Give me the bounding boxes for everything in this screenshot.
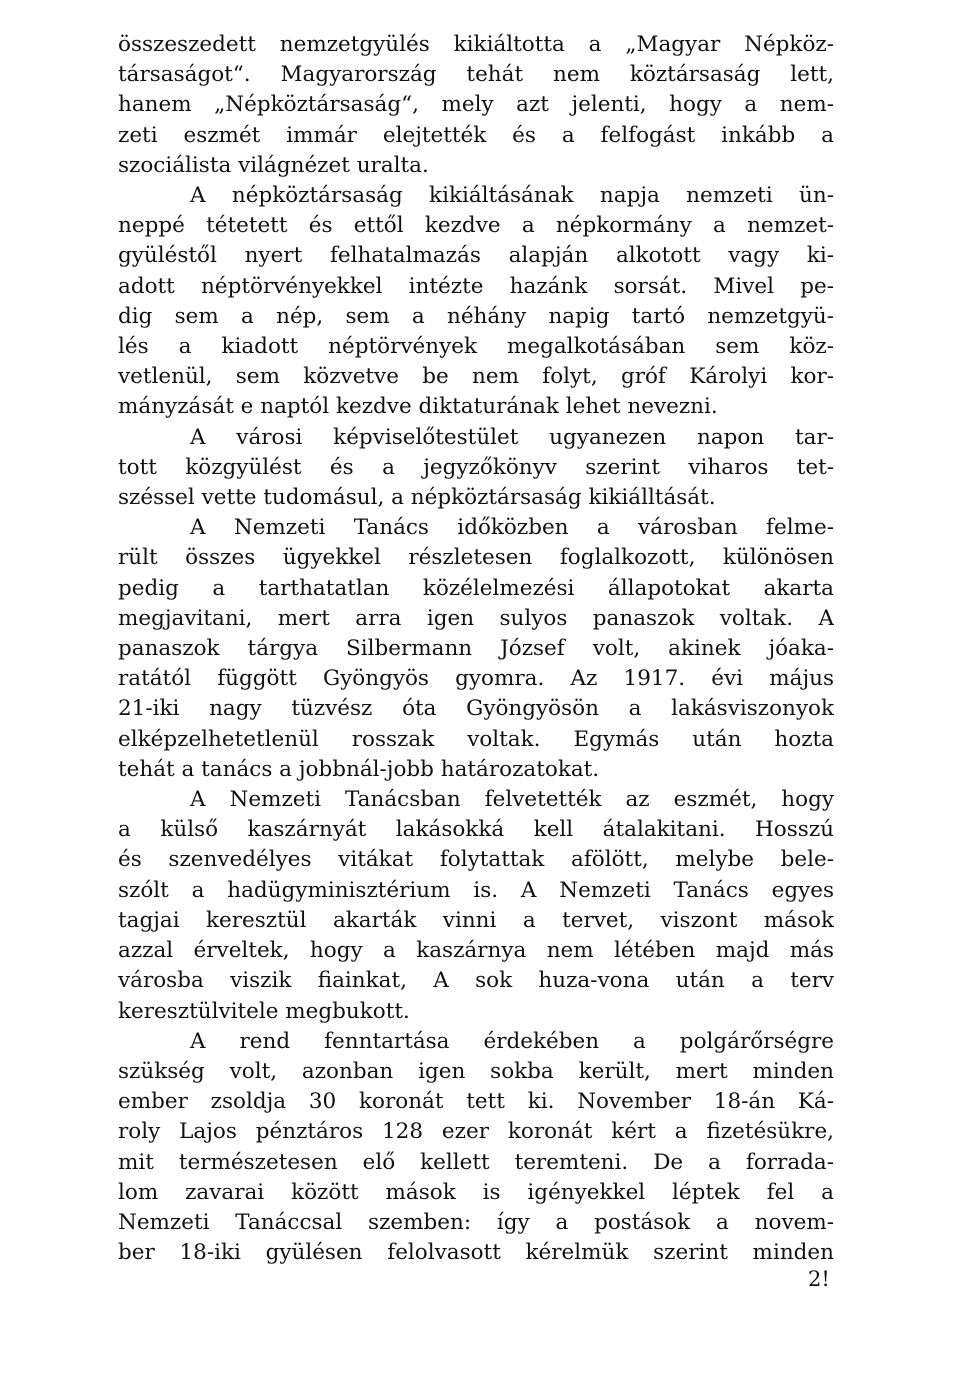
text-line: dig sem a nép, sem a néhány napig tartó nemzetgyü- bbox=[118, 303, 834, 329]
text-line: a külső kaszárnyát lakásokká kell átalakitani. Hosszú bbox=[118, 817, 834, 843]
text-line: keresztülvitele megbukott. bbox=[118, 998, 410, 1024]
text-line: A Nemzeti Tanács időközben a városban felme- bbox=[190, 515, 834, 541]
text-line: rült összes ügyekkel részletesen foglalkozott, különösen bbox=[118, 545, 834, 571]
text-line: adott néptörvényekkel intézte hazánk sorsát. Mivel pe- bbox=[118, 273, 834, 299]
text-line: ember zsoldja 30 koronát tett ki. November 18-án Ká- bbox=[118, 1089, 834, 1115]
text-line: tagjai keresztül akarták vinni a tervet, viszont mások bbox=[118, 907, 834, 933]
paragraph bbox=[118, 423, 834, 514]
text-line: lom zavarai között mások is igényekkel léptek fel a bbox=[118, 1179, 834, 1205]
paragraph bbox=[118, 181, 834, 423]
text-line: A rend fenntartása érdekében a polgárőrségre bbox=[190, 1028, 834, 1054]
text-line: széssel vette tudomásul, a népköztársaság kikiálltását. bbox=[118, 485, 716, 511]
page-number: 2! bbox=[808, 1267, 830, 1291]
text-line: lés a kiadott néptörvények megalkotásában sem köz- bbox=[118, 334, 834, 360]
text-line: ratától függött Gyöngyös gyomra. Az 1917. évi május bbox=[118, 666, 834, 692]
text-line: mányzását e naptól kezdve diktaturának lehet nevezni. bbox=[118, 394, 718, 420]
text-line: roly Lajos pénztáros 128 ezer koronát kért a fizetésükre, bbox=[118, 1119, 834, 1145]
text-line: szociálista világnézet uralta. bbox=[118, 152, 429, 178]
text-line: mit természetesen elő kellett teremteni. De a forrada- bbox=[118, 1149, 834, 1175]
text-line: megjavitani, mert arra igen sulyos panaszok voltak. A bbox=[118, 605, 834, 631]
text-line: azzal érveltek, hogy a kaszárnya nem létében majd más bbox=[118, 938, 834, 964]
paragraph bbox=[118, 1027, 834, 1269]
text-line: gyüléstől nyert felhatalmazás alapján alkotott vagy ki- bbox=[118, 243, 834, 269]
text-line: pedig a tarthatatlan közélelmezési állapotokat akarta bbox=[118, 575, 834, 601]
text-line: elképzelhetetlenül rosszak voltak. Egymás után hozta bbox=[118, 726, 834, 752]
text-line: tott közgyülést és a jegyzőkönyv szerint viharos tet- bbox=[118, 454, 834, 480]
text-line: szükség volt, azonban igen sokba került, mert minden bbox=[118, 1058, 834, 1084]
text-line: tehát a tanács a jobbnál-jobb határozatokat. bbox=[118, 756, 600, 782]
page-body bbox=[118, 30, 834, 1268]
text-line: 21-iki nagy tüzvész óta Gyöngyösön a lakásviszonyok bbox=[118, 696, 834, 722]
text-line: társaságot“. Magyarország tehát nem köztársaság lett, bbox=[118, 62, 834, 88]
text-line: zeti eszmét immár elejtették és a felfogást inkább a bbox=[118, 122, 834, 148]
text-line: neppé tétetett és ettől kezdve a népkormány a nemzet- bbox=[118, 213, 834, 239]
paragraph bbox=[118, 30, 834, 181]
text-line: és szenvedélyes vitákat folytattak afölött, melybe bele- bbox=[118, 847, 834, 873]
text-line: Nemzeti Tanáccsal szemben: így a postások a novem- bbox=[118, 1209, 834, 1235]
text-line: panaszok tárgya Silbermann József volt, akinek jóaka- bbox=[118, 636, 834, 662]
text-line: vetlenül, sem közvetve be nem folyt, gróf Károlyi kor- bbox=[118, 364, 834, 390]
text-line: városba viszik fiainkat, A sok huza-vona után a terv bbox=[118, 968, 834, 994]
text-line: szólt a hadügyminisztérium is. A Nemzeti Tanács egyes bbox=[118, 877, 834, 903]
text-line: A városi képviselőtestület ugyanezen napon tar- bbox=[190, 424, 834, 450]
text-line: A Nemzeti Tanácsban felvetették az eszmét, hogy bbox=[190, 787, 834, 813]
text-line: A népköztársaság kikiáltásának napja nemzeti ün- bbox=[190, 183, 834, 209]
text-line: ber 18-iki gyülésen felolvasott kérelmük szerint minden bbox=[118, 1240, 834, 1266]
paragraph bbox=[118, 513, 834, 785]
text-line: hanem „Népköztársaság“, mely azt jelenti, hogy a nem- bbox=[118, 92, 834, 118]
text-line: összeszedett nemzetgyülés kikiáltotta a „Magyar Népköz- bbox=[118, 32, 834, 57]
paragraph bbox=[118, 785, 834, 1027]
